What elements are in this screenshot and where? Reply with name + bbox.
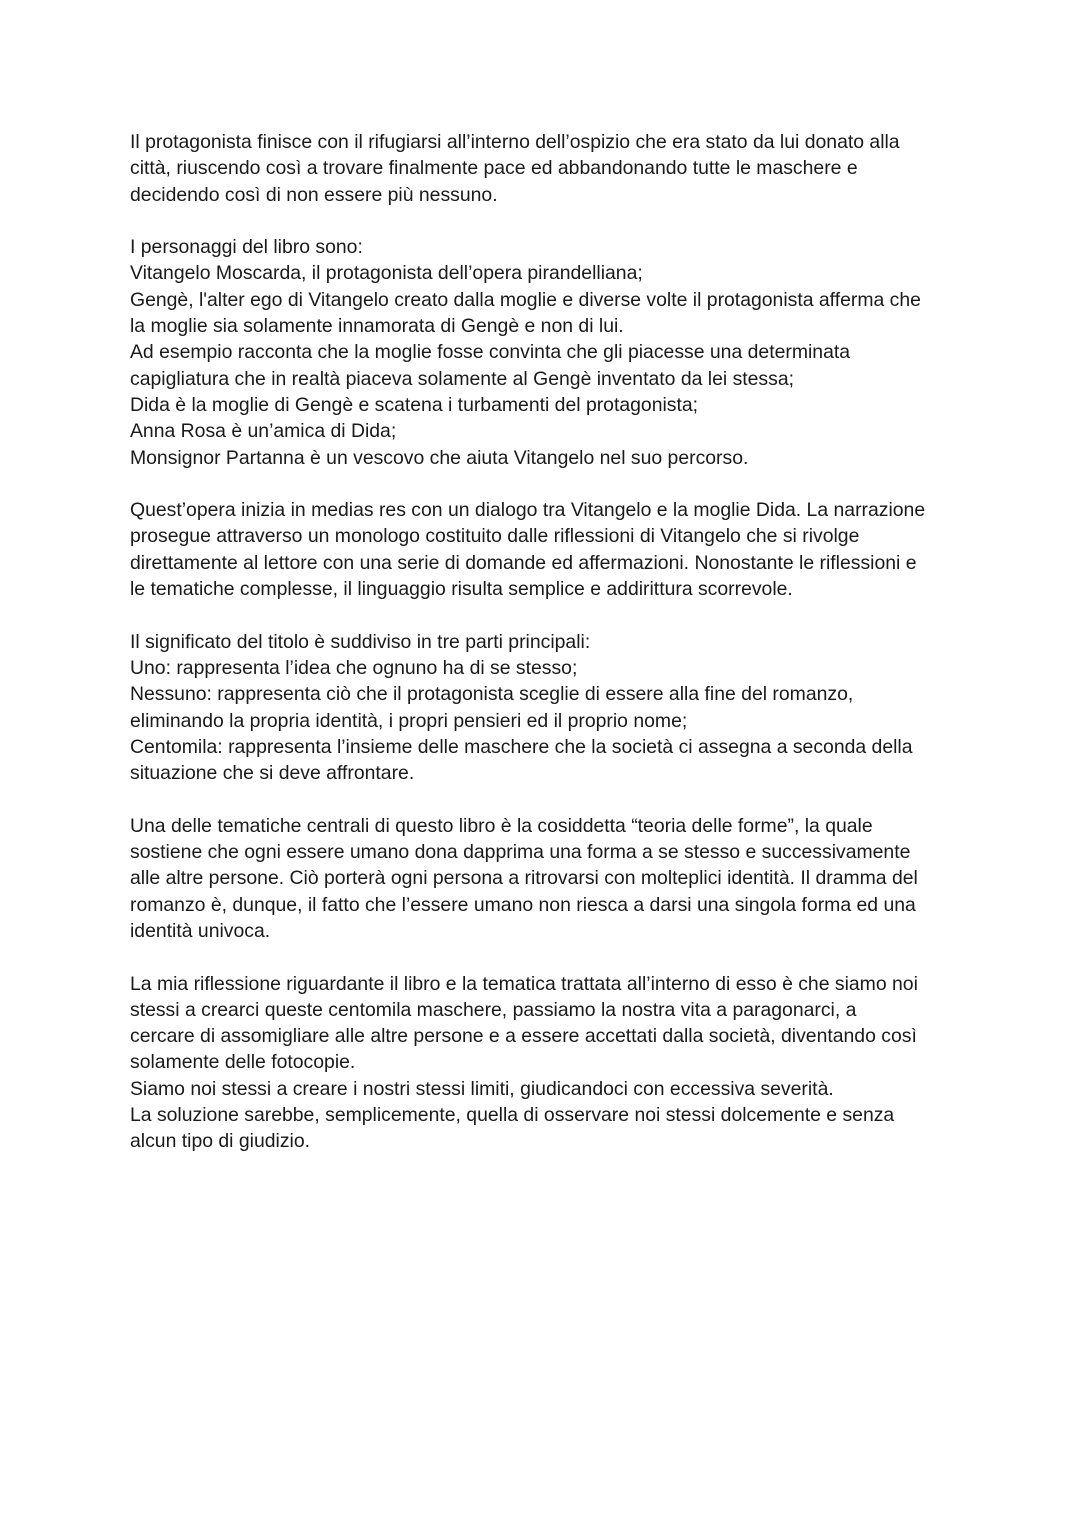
text-line: direttamente al lettore con una serie di domande ed affermazioni. Nonostante le riflessioni e xyxy=(130,551,917,574)
text-line: le tematiche complesse, il linguaggio risulta semplice e addirittura scorrevole. xyxy=(130,578,793,601)
text-line: Monsignor Partanna è un vescovo che aiuta Vitangelo nel suo percorso. xyxy=(130,446,749,469)
text-line: Gengè, l'alter ego di Vitangelo creato dalla moglie e diverse volte il protagonista afferma che xyxy=(130,288,921,311)
paragraph-characters xyxy=(130,234,960,471)
paragraph-reflection xyxy=(130,971,960,1155)
document-body xyxy=(130,129,960,1181)
text-line: alle altre persone. Ciò porterà ogni persona a ritrovarsi con molteplici identità. Il dramma del xyxy=(130,867,918,890)
text-line: Ad esempio racconta che la moglie fosse convinta che gli piacesse una determinata xyxy=(130,341,851,364)
text-line: Una delle tematiche centrali di questo libro è la cosiddetta “teoria delle forme”, la quale xyxy=(130,814,873,837)
text-line: Dida è la moglie di Gengè e scatena i turbamenti del protagonista; xyxy=(130,393,699,416)
text-line: La soluzione sarebbe, semplicemente, quella di osservare noi stessi dolcemente e senza xyxy=(130,1103,895,1126)
text-line: romanzo è, dunque, il fatto che l’essere umano non riesca a darsi una singola forma ed una xyxy=(130,893,916,916)
text-line: città, riuscendo così a trovare finalmente pace ed abbandonando tutte le maschere e xyxy=(130,157,858,180)
paragraph-style xyxy=(130,497,960,602)
text-line: Vitangelo Moscarda, il protagonista dell’opera pirandelliana; xyxy=(130,262,643,285)
text-line: cercare di assomigliare alle altre persone e a essere accettati dalla società, diventando così xyxy=(130,1025,917,1048)
text-line: prosegue attraverso un monologo costituito dalle riflessioni di Vitangelo che si rivolge xyxy=(130,525,860,548)
text-line: capigliatura che in realtà piaceva solamente al Gengè inventato da lei stessa; xyxy=(130,367,794,390)
text-line: Il significato del titolo è suddiviso in tre parti principali: xyxy=(130,630,591,653)
text-line: alcun tipo di giudizio. xyxy=(130,1130,311,1153)
text-line: Centomila: rappresenta l’insieme delle maschere che la società ci assegna a seconda della xyxy=(130,735,913,758)
text-line: decidendo così di non essere più nessuno. xyxy=(130,183,498,206)
text-line: Quest’opera inizia in medias res con un dialogo tra Vitangelo e la moglie Dida. La narrazione xyxy=(130,499,926,522)
text-line: Il protagonista finisce con il rifugiarsi all’interno dell’ospizio che era stato da lui donato alla xyxy=(130,131,900,153)
text-line: Nessuno: rappresenta ciò che il protagonista sceglie di essere alla fine del romanzo, xyxy=(130,683,854,706)
paragraph-ending xyxy=(130,129,960,208)
text-line: solamente delle fotocopie. xyxy=(130,1051,356,1074)
text-line: la moglie sia solamente innamorata di Gengè e non di lui. xyxy=(130,315,624,338)
text-line: La mia riflessione riguardante il libro e la tematica trattata all’interno di esso è che siamo noi xyxy=(130,972,918,995)
text-line: identità univoca. xyxy=(130,919,271,942)
text-line: stessi a crearci queste centomila maschere, passiamo la nostra vita a paragonarci, a xyxy=(130,998,857,1021)
paragraph-title-meaning xyxy=(130,629,960,787)
paragraph-themes xyxy=(130,813,960,944)
text-line: Uno: rappresenta l’idea che ognuno ha di se stesso; xyxy=(130,656,578,679)
text-line: sostiene che ogni essere umano dona dapprima una forma a se stesso e successivamente xyxy=(130,841,911,864)
text-line: situazione che si deve affrontare. xyxy=(130,762,415,785)
text-line: eliminando la propria identità, i propri pensieri ed il proprio nome; xyxy=(130,709,688,732)
text-line: I personaggi del libro sono: xyxy=(130,236,363,259)
text-line: Siamo noi stessi a creare i nostri stessi limiti, giudicandoci con eccessiva severità. xyxy=(130,1077,834,1100)
text-line: Anna Rosa è un’amica di Dida; xyxy=(130,420,397,443)
